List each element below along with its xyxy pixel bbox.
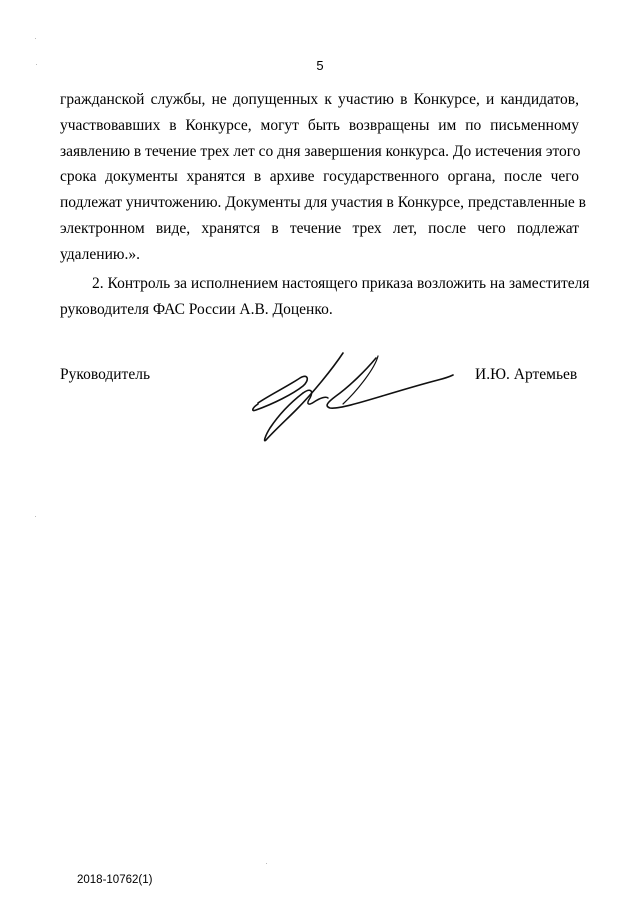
scan-artifact <box>35 38 36 39</box>
scan-artifact <box>266 863 267 864</box>
paragraph-1-line: удалению.». <box>60 245 140 263</box>
paragraph-2 <box>60 271 590 323</box>
paragraph-1 <box>60 87 586 268</box>
signatory-name: И.Ю. Артемьев <box>475 366 578 383</box>
page-number: 5 <box>316 58 324 73</box>
paragraph-1-line: срока документы хранятся в архиве государственного органа, после чего <box>60 168 579 186</box>
paragraph-2-line: 2. Контроль за исполнением настоящего приказа возложить на заместителя <box>92 275 590 292</box>
paragraph-1-line: гражданской службы, не допущенных к участию в Конкурсе, и кандидатов, <box>60 91 579 108</box>
scan-artifact <box>35 516 36 517</box>
paragraph-2-line: руководителя ФАС России А.В. Доценко. <box>60 300 333 318</box>
signatory-title: Руководитель <box>60 366 151 383</box>
paragraph-1-line: подлежат уничтожению. Документы для участия в Конкурсе, представленные в <box>60 194 586 212</box>
document-id: 2018-10762(1) <box>77 874 153 886</box>
paragraph-1-line: электронном виде, хранятся в течение трех лет, после чего подлежат <box>60 219 579 237</box>
paragraph-1-line: заявлению в течение трех лет со дня завершения конкурса. До истечения этого <box>60 142 581 160</box>
paragraph-1-line: участвовавших в Конкурсе, могут быть возвращены им по письменному <box>60 116 579 134</box>
scan-artifact <box>36 64 37 65</box>
handwritten-signature <box>248 348 458 448</box>
